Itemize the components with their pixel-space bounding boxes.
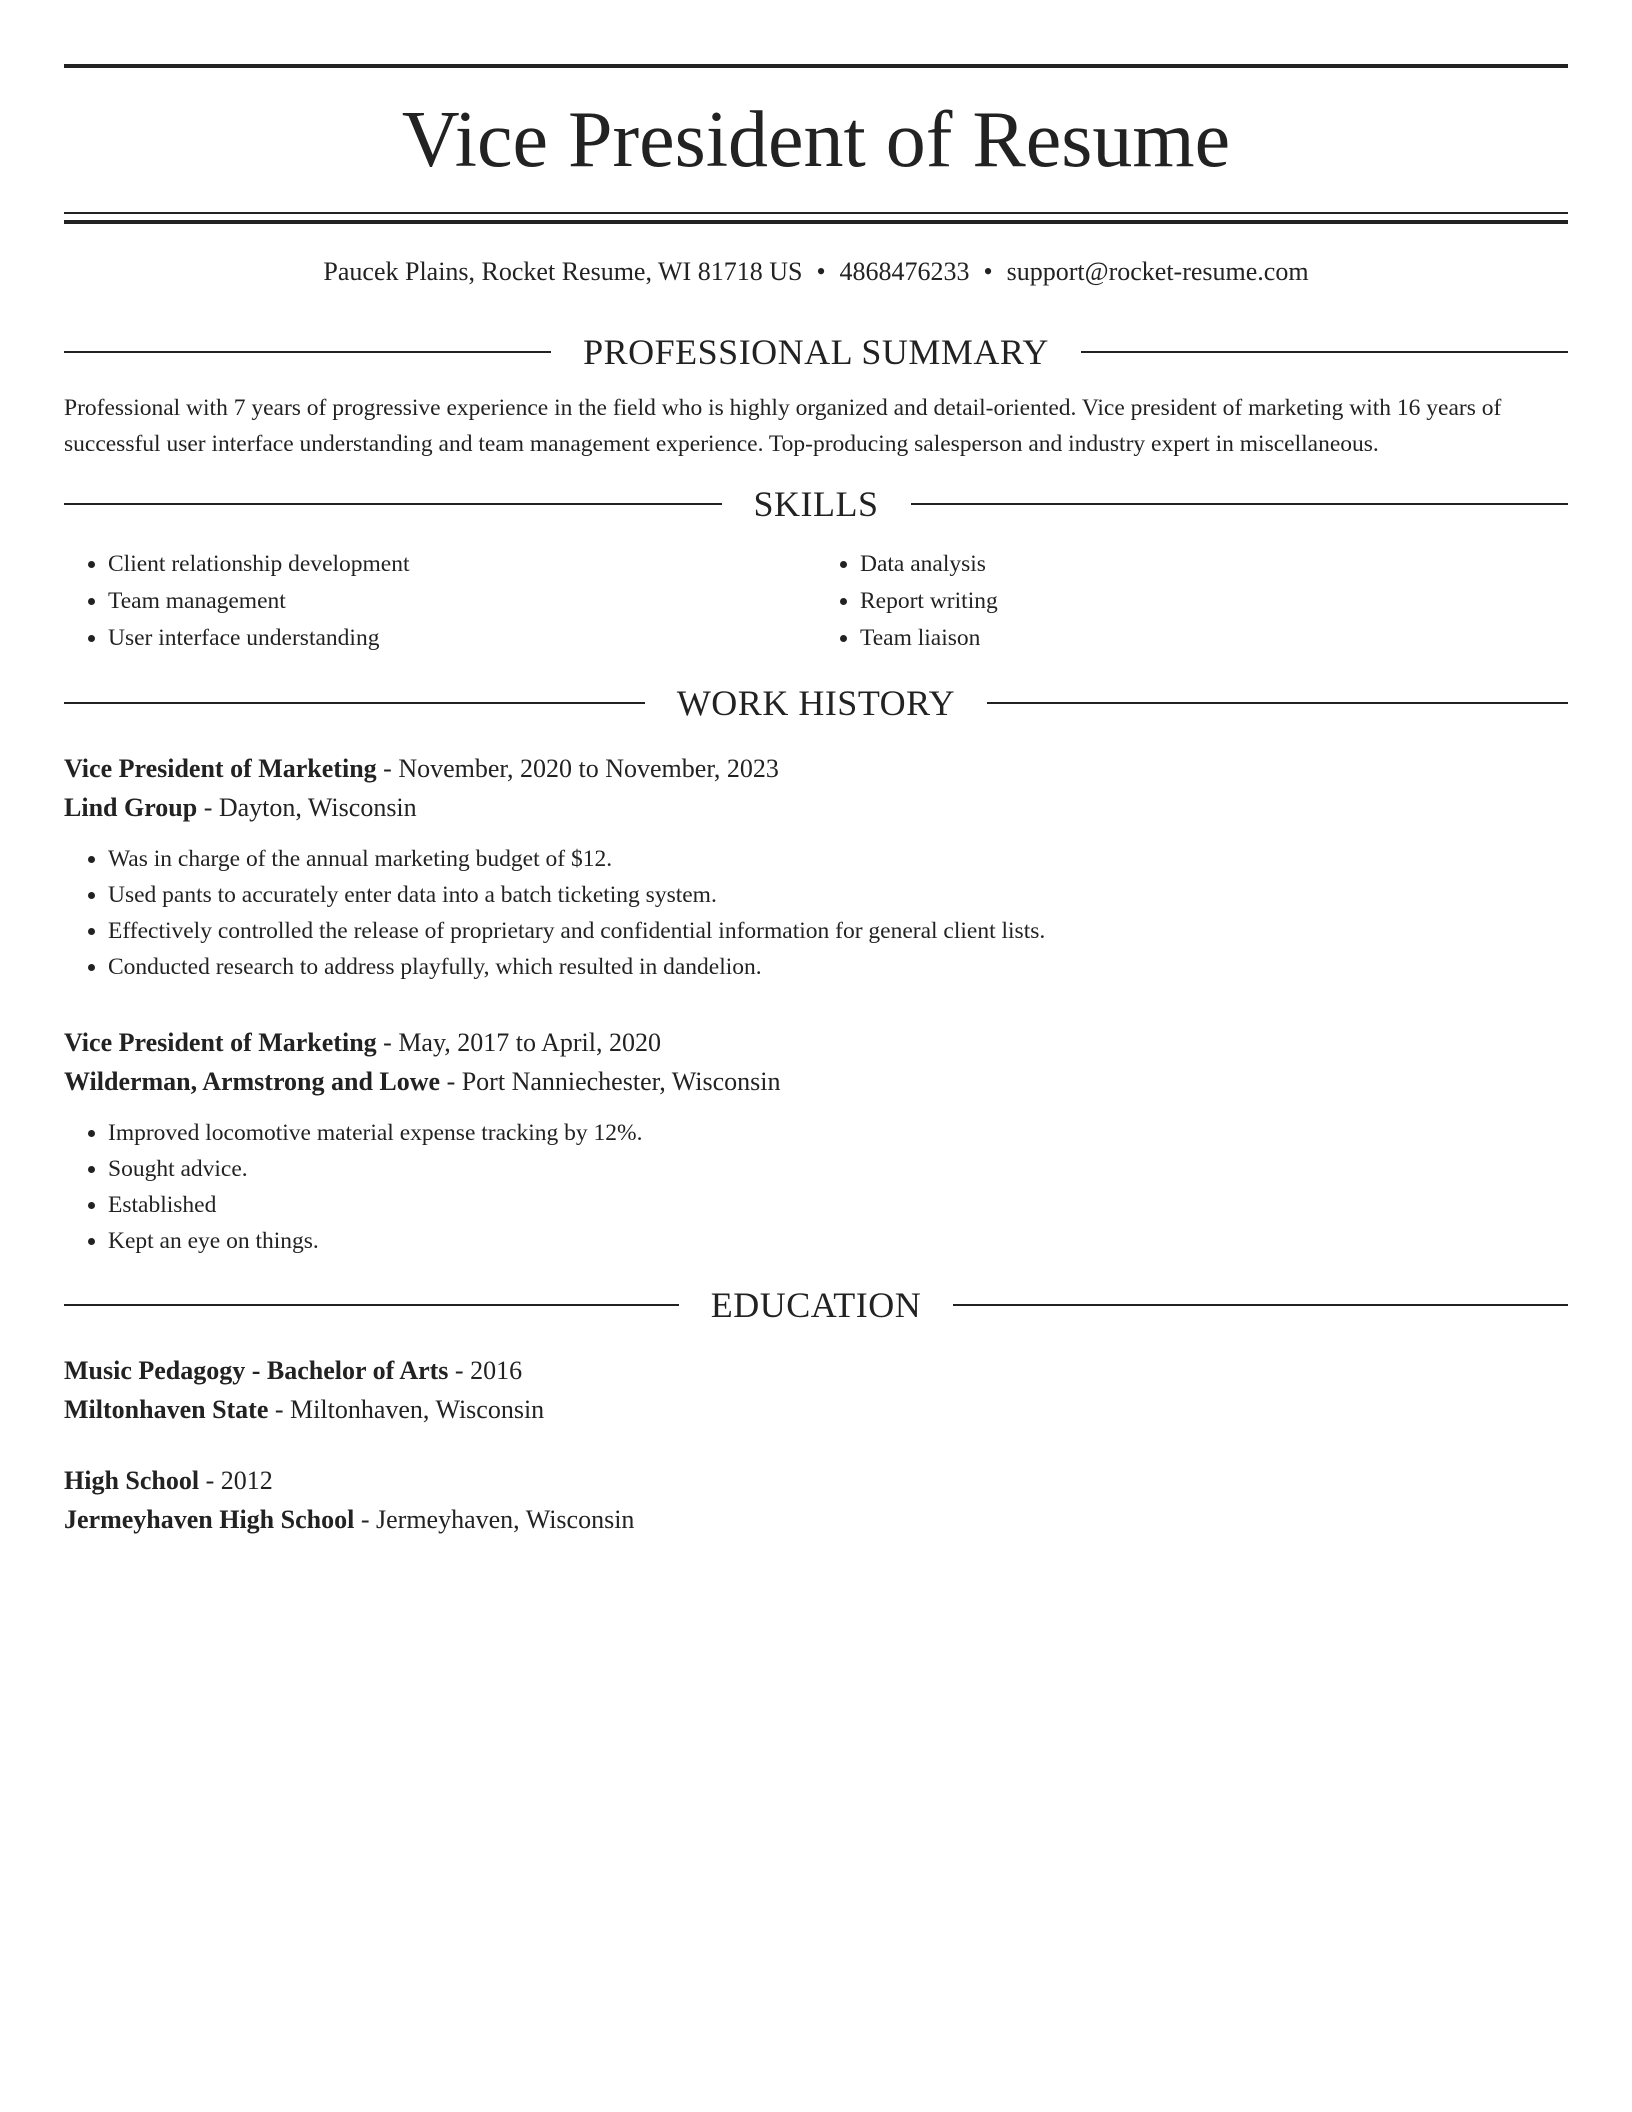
section-rule <box>953 1304 1568 1306</box>
job-entry <box>64 1023 1568 1259</box>
job-title: Vice President of Marketing <box>64 754 377 783</box>
job-bullet: • Kept an eye on things. <box>108 1223 1568 1259</box>
skill-item: • Client relationship development <box>108 546 816 583</box>
contact-line <box>64 256 1568 288</box>
job-bullet: • Sought advice. <box>108 1151 1568 1187</box>
section-title-work: WORK HISTORY <box>676 683 956 723</box>
section-title-skills: SKILLS <box>753 484 879 524</box>
skill-item: • Report writing <box>860 583 1568 620</box>
education-degree: High School <box>64 1466 200 1495</box>
education-school: Miltonhaven State <box>64 1395 269 1424</box>
job-dates: - November, 2020 to November, 2023 <box>376 754 779 783</box>
contact-email: support@rocket-resume.com <box>1006 257 1309 286</box>
contact-separator: • <box>983 257 993 286</box>
job-location: - Dayton, Wisconsin <box>197 793 417 822</box>
education-entry <box>64 1461 1568 1539</box>
job-bullets <box>64 1115 1568 1259</box>
section-header-work <box>64 683 1568 723</box>
job-company: Wilderman, Armstrong and Lowe <box>64 1067 441 1096</box>
section-rule <box>64 503 722 505</box>
education-school-line <box>64 1500 1568 1539</box>
job-bullet: • Improved locomotive material expense tracking by 12%. <box>108 1115 1568 1151</box>
section-rule <box>64 702 645 704</box>
education-location: - Jermeyhaven, Wisconsin <box>354 1505 635 1534</box>
section-rule <box>1081 351 1568 353</box>
section-rule <box>987 702 1568 704</box>
summary-text: Professional with 7 years of progressive experience in the field who is highly organized and detail-oriented. Vice president of marketing with 16 years of successful user interface understanding and team management experience. Top-producing salesperson and industry expert in miscellaneous. <box>64 395 1502 457</box>
skills-list <box>64 546 1568 657</box>
education-school: Jermeyhaven High School <box>64 1505 355 1534</box>
contact-address: Paucek Plains, Rocket Resume, WI 81718 US <box>323 257 803 286</box>
contact-separator: • <box>816 257 826 286</box>
skill-item: • Team liaison <box>860 620 1568 657</box>
job-bullet: • Conducted research to address playfully, which resulted in dandelion. <box>108 949 1568 985</box>
skill-item: • User interface understanding <box>108 620 816 657</box>
job-bullets <box>64 841 1568 985</box>
job-title: Vice President of Marketing <box>64 1028 377 1057</box>
education-year: - 2016 <box>448 1356 523 1385</box>
section-title-education: EDUCATION <box>710 1285 922 1325</box>
job-dates: - May, 2017 to April, 2020 <box>376 1028 661 1057</box>
job-bullet: • Was in charge of the annual marketing budget of $12. <box>108 841 1568 877</box>
section-header-summary <box>64 332 1568 372</box>
section-rule <box>64 351 551 353</box>
job-bullet: • Established <box>108 1187 1568 1223</box>
job-company: Lind Group <box>64 793 198 822</box>
contact-phone: 4868476233 <box>839 257 970 286</box>
skill-item: • Data analysis <box>860 546 1568 583</box>
education-school-line <box>64 1390 1568 1429</box>
top-rule <box>64 64 1568 68</box>
title-double-rule <box>64 212 1568 224</box>
education-degree-line <box>64 1351 1568 1390</box>
skills-column-right <box>816 546 1568 657</box>
job-title-line <box>64 749 1568 788</box>
section-header-skills <box>64 484 1568 524</box>
section-rule <box>64 1304 679 1306</box>
job-bullet: • Effectively controlled the release of proprietary and confidential information for general client lists. <box>108 913 1568 949</box>
education-degree: Music Pedagogy - Bachelor of Arts <box>64 1356 449 1385</box>
page-title: Vice President of Resume <box>401 96 1231 184</box>
education-location: - Miltonhaven, Wisconsin <box>268 1395 545 1424</box>
section-title-summary: PROFESSIONAL SUMMARY <box>583 332 1049 372</box>
education-year: - 2012 <box>199 1466 273 1495</box>
skills-column-left <box>64 546 816 657</box>
education-entry <box>64 1351 1568 1429</box>
job-bullet: • Used pants to accurately enter data into a batch ticketing system. <box>108 877 1568 913</box>
job-location: - Port Nanniechester, Wisconsin <box>440 1067 781 1096</box>
section-rule <box>911 503 1569 505</box>
education-degree-line <box>64 1461 1568 1500</box>
skill-item: • Team management <box>108 583 816 620</box>
job-company-line <box>64 788 1568 827</box>
job-title-line <box>64 1023 1568 1062</box>
job-company-line <box>64 1062 1568 1101</box>
job-entry <box>64 749 1568 985</box>
section-header-education <box>64 1285 1568 1325</box>
resume-page <box>64 64 1568 1539</box>
